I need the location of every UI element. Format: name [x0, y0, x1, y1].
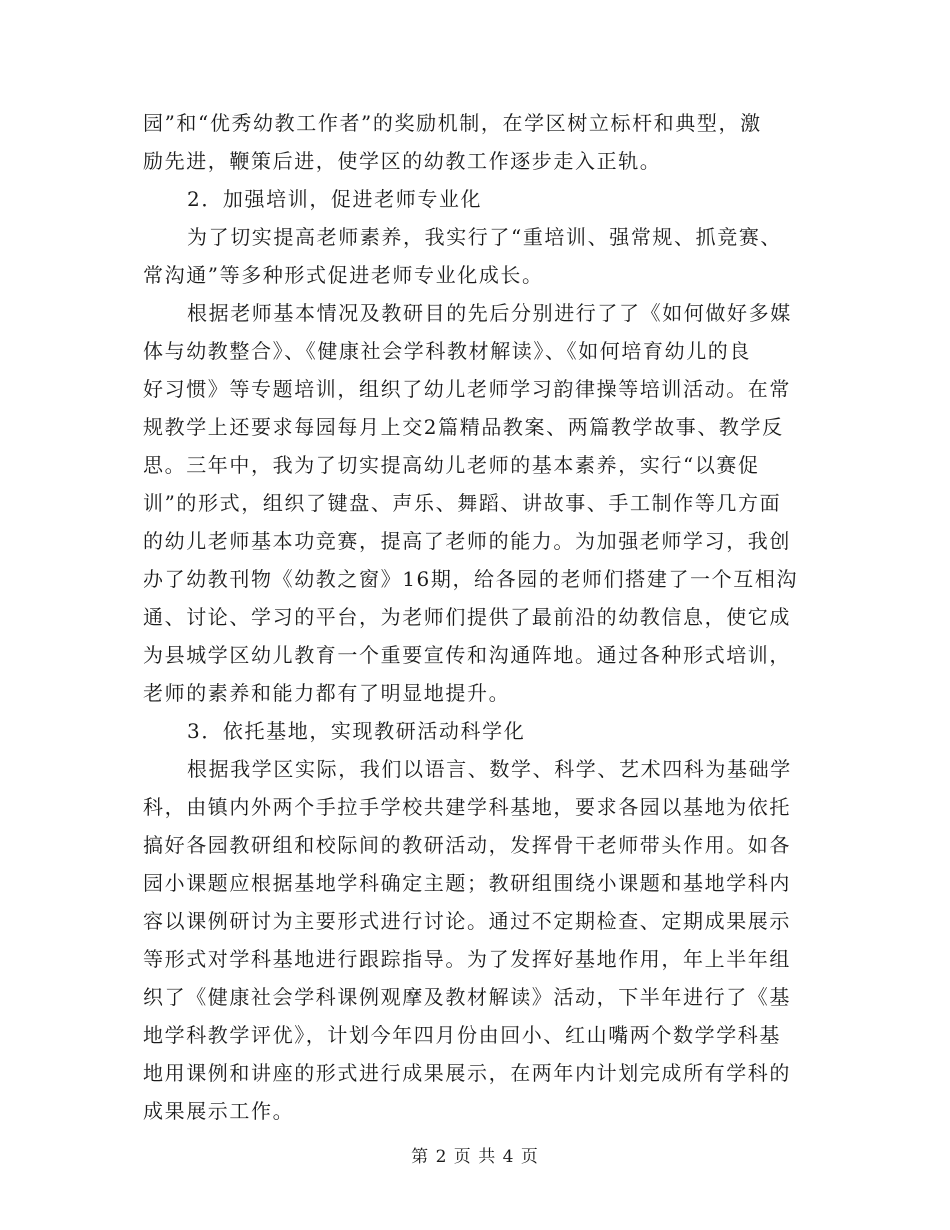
text-line: 地学科教学评优》，计划今年四月份由回小、红山嘴两个数学学科基 [143, 1023, 781, 1047]
text-line: 好习惯》等专题培训，组织了幼儿老师学习韵律操等培训活动。在常 [143, 377, 791, 401]
document-body [143, 104, 807, 1130]
text-line: 根据老师基本情况及教研目的先后分别进行了了《如何做好多媒 [187, 301, 792, 325]
text-line: 3．依托基地，实现教研活动科学化 [187, 719, 526, 743]
text-line: 园”和“优秀幼教工作者”的奖励机制，在学区树立标杆和典型，激 [143, 111, 762, 135]
text-line: 为了切实提高老师素养，我实行了“重培训、强常规、抓竞赛、 [187, 225, 783, 249]
text-line: 织了《健康社会学科课例观摩及教材解读》活动，下半年进行了《基 [143, 985, 791, 1009]
text-line: 通、讨论、学习的平台，为老师们提供了最前沿的幼教信息，使它成 [143, 605, 791, 629]
text-line: 2．加强培训，促进老师专业化 [187, 187, 483, 211]
text-line: 励先进，鞭策后进，使学区的幼教工作逐步走入正轨。 [143, 149, 662, 173]
text-line: 科，由镇内外两个手拉手学校共建学科基地，要求各园以基地为依托 [143, 795, 791, 819]
text-line: 园小课题应根据基地学科确定主题；教研组围绕小课题和基地学科内 [143, 871, 791, 895]
text-line: 老师的素养和能力都有了明显地提升。 [143, 681, 511, 705]
text-line: 等形式对学科基地进行跟踪指导。为了发挥好基地作用，年上半年组 [143, 947, 791, 971]
text-line: 思。三年中，我为了切实提高幼儿老师的基本素养，实行“以赛促 [143, 453, 760, 477]
text-line: 常沟通”等多种形式促进老师专业化成长。 [143, 263, 544, 287]
text-line: 规教学上还要求每园每月上交2篇精品教案、两篇教学故事、教学反 [143, 415, 784, 439]
text-line: 容以课例研讨为主要形式进行讨论。通过不定期检查、定期成果展示 [143, 909, 791, 933]
text-line: 的幼儿老师基本功竞赛，提高了老师的能力。为加强老师学习，我创 [143, 529, 791, 553]
text-line: 地用课例和讲座的形式进行成果展示，在两年内计划完成所有学科的 [143, 1061, 791, 1085]
text-line: 根据我学区实际，我们以语言、数学、科学、艺术四科为基础学 [187, 757, 792, 781]
text-line: 成果展示工作。 [143, 1099, 295, 1123]
text-line: 训”的形式，组织了键盘、声乐、舞蹈、讲故事、手工制作等几方面 [143, 491, 782, 515]
text-line: 办了幼教刊物《幼教之窗》16期，给各园的老师们搭建了一个互相沟 [143, 567, 799, 591]
text-line: 搞好各园教研组和校际间的教研活动，发挥骨干老师带头作用。如各 [143, 833, 791, 857]
text-line: 为县城学区幼儿教育一个重要宣传和沟通阵地。通过各种形式培训， [143, 643, 791, 667]
text-line: 体与幼教整合》、《健康社会学科教材解读》、《如何培育幼儿的良 [143, 339, 751, 363]
page-footer: 第 2 页 共 4 页 [411, 1147, 539, 1167]
